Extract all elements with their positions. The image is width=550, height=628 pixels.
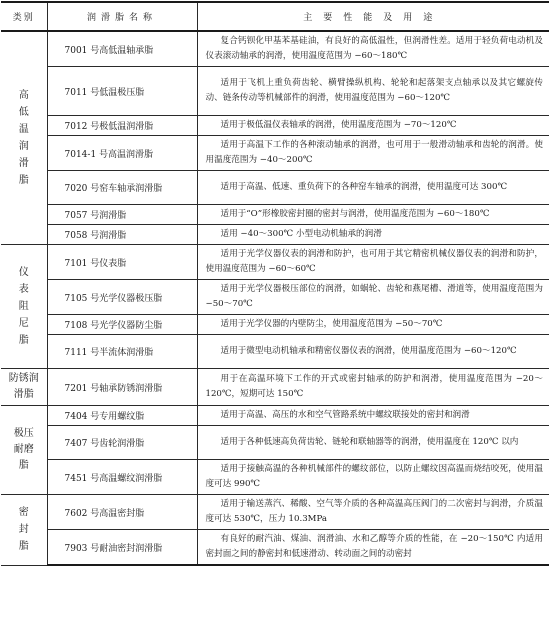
table-row <box>1 245 549 280</box>
table-row <box>1 136 549 171</box>
grease-use-cell: 适用于飞机上重负荷齿轮、横臂操纵机构、轮轮和起落架支点轴承以及其它螺旋传动、链条传动等机械部件的润滑，使用温度范围为 −60～120℃ <box>197 67 549 116</box>
grease-name-cell: 7108 号光学仪器防尘脂 <box>47 315 197 335</box>
category-label: 高低温润滑脂 <box>18 90 29 186</box>
category-cell-high-low-temp <box>1 31 47 245</box>
table-row <box>1 225 549 245</box>
category-cell-sealing <box>1 495 47 566</box>
table-row <box>1 171 549 205</box>
grease-use-cell: 适用于光学仪器仪表的润滑和防护，也可用于其它精密机械仪器仪表的润滑和防护，使用温度范围为 −60～60℃ <box>197 245 549 280</box>
grease-name-cell: 7014-1 号高温润滑脂 <box>47 136 197 171</box>
table-row <box>1 406 549 426</box>
grease-name-cell: 7011 号低温极压脂 <box>47 67 197 116</box>
grease-use-cell: 用于在高温环境下工作的开式或密封轴承的防护和润滑，使用温度范围为 −20～120℃，短期可达 150℃ <box>197 369 549 406</box>
table-row <box>1 205 549 225</box>
grease-use-cell: 适用于微型电动机轴承和精密仪器仪表的润滑，使用温度范围为 −60～120℃ <box>197 335 549 369</box>
grease-name-cell: 7101 号仪表脂 <box>47 245 197 280</box>
category-label: 防锈润滑脂 <box>8 373 39 400</box>
grease-use-cell: 适用 −40～300℃ 小型电动机轴承的润滑 <box>197 225 549 245</box>
grease-name-cell: 7407 号齿轮润滑脂 <box>47 426 197 460</box>
grease-use-cell: 适用于极低温仪表轴承的润滑，使用温度范围为 −70～120℃ <box>197 116 549 136</box>
table-header-row <box>1 2 549 31</box>
table-row <box>1 31 549 67</box>
grease-use-cell: 适用于高温、高压的水和空气管路系统中螺纹联接处的密封和润滑 <box>197 406 549 426</box>
grease-use-cell: 适用于各种低速高负荷齿轮、链轮和联轴器等的润滑，使用温度在 120℃ 以内 <box>197 426 549 460</box>
category-cell-anti-rust <box>1 369 47 406</box>
table-row <box>1 495 549 530</box>
grease-use-cell: 复合钙钡化甲基苯基硅油，有良好的高低温性，但润滑性差。适用于轻负荷电动机及仪表滚动轴承的润滑，使用温度范围为 −60～180℃ <box>197 31 549 67</box>
grease-use-cell: 适用于“O”形橡胶密封圈的密封与润滑，使用温度范围为 −60～180℃ <box>197 205 549 225</box>
grease-name-cell: 7111 号半流体润滑脂 <box>47 335 197 369</box>
category-cell-instrument-damping <box>1 245 47 369</box>
category-cell-extreme-pressure <box>1 406 47 495</box>
grease-use-cell: 有良好的耐汽油、煤油、润滑油、水和乙醇等介质的性能，在 −20～150℃ 内适用密封面之间的静密封和低速滑动、转动面之间的动密封 <box>197 530 549 566</box>
grease-use-cell: 适用于光学仪器极压部位的润滑，如蜗轮、齿轮和燕尾槽、滑道等，使用温度范围为 −50～70℃ <box>197 280 549 315</box>
grease-name-cell: 7057 号润滑脂 <box>47 205 197 225</box>
category-label: 仪表阻尼脂 <box>18 267 29 346</box>
header-category: 类别 <box>1 2 47 31</box>
header-grease-name: 润滑脂名称 <box>47 2 197 31</box>
table-row <box>1 460 549 495</box>
grease-name-cell: 7404 号专用螺纹脂 <box>47 406 197 426</box>
table-row <box>1 335 549 369</box>
category-label: 极压耐磨脂 <box>13 428 34 471</box>
table-row <box>1 116 549 136</box>
grease-name-cell: 7020 号窑车轴承润滑脂 <box>47 171 197 205</box>
grease-name-cell: 7105 号光学仪器极压脂 <box>47 280 197 315</box>
table-row <box>1 369 549 406</box>
grease-use-cell: 适用于输送蒸汽、稀酸、空气等介质的各种高温高压阀门的二次密封与润滑，介质温度可达 530℃，压力 10.3MPa <box>197 495 549 530</box>
table-row <box>1 67 549 116</box>
lubricant-grease-table-page <box>1 1 549 566</box>
grease-properties-table <box>1 1 549 566</box>
grease-use-cell: 适用于接触高温的各种机械部件的螺纹部位，以防止螺纹因高温而烧结咬死，使用温度可达 990℃ <box>197 460 549 495</box>
header-performance-use: 主要性能及用途 <box>197 2 549 31</box>
grease-use-cell: 适用于高温下工作的各种滚动轴承的润滑，也可用于一般滑动轴承和齿轮的润滑。使用温度范围为 −40～200℃ <box>197 136 549 171</box>
grease-use-cell: 适用于高温、低速、重负荷下的各种窑车轴承的润滑，使用温度可达 300℃ <box>197 171 549 205</box>
grease-use-cell: 适用于光学仪器的内壁防尘，使用温度范围为 −50～70℃ <box>197 315 549 335</box>
grease-name-cell: 7451 号高温螺纹润滑脂 <box>47 460 197 495</box>
table-row <box>1 315 549 335</box>
grease-name-cell: 7012 号极低温润滑脂 <box>47 116 197 136</box>
category-label: 密封脂 <box>18 507 29 553</box>
table-row <box>1 280 549 315</box>
grease-name-cell: 7903 号耐油密封润滑脂 <box>47 530 197 566</box>
grease-name-cell: 7602 号高温密封脂 <box>47 495 197 530</box>
table-row <box>1 530 549 566</box>
grease-name-cell: 7058 号润滑脂 <box>47 225 197 245</box>
grease-name-cell: 7001 号高低温轴承脂 <box>47 31 197 67</box>
table-row <box>1 426 549 460</box>
grease-name-cell: 7201 号轴承防锈润滑脂 <box>47 369 197 406</box>
